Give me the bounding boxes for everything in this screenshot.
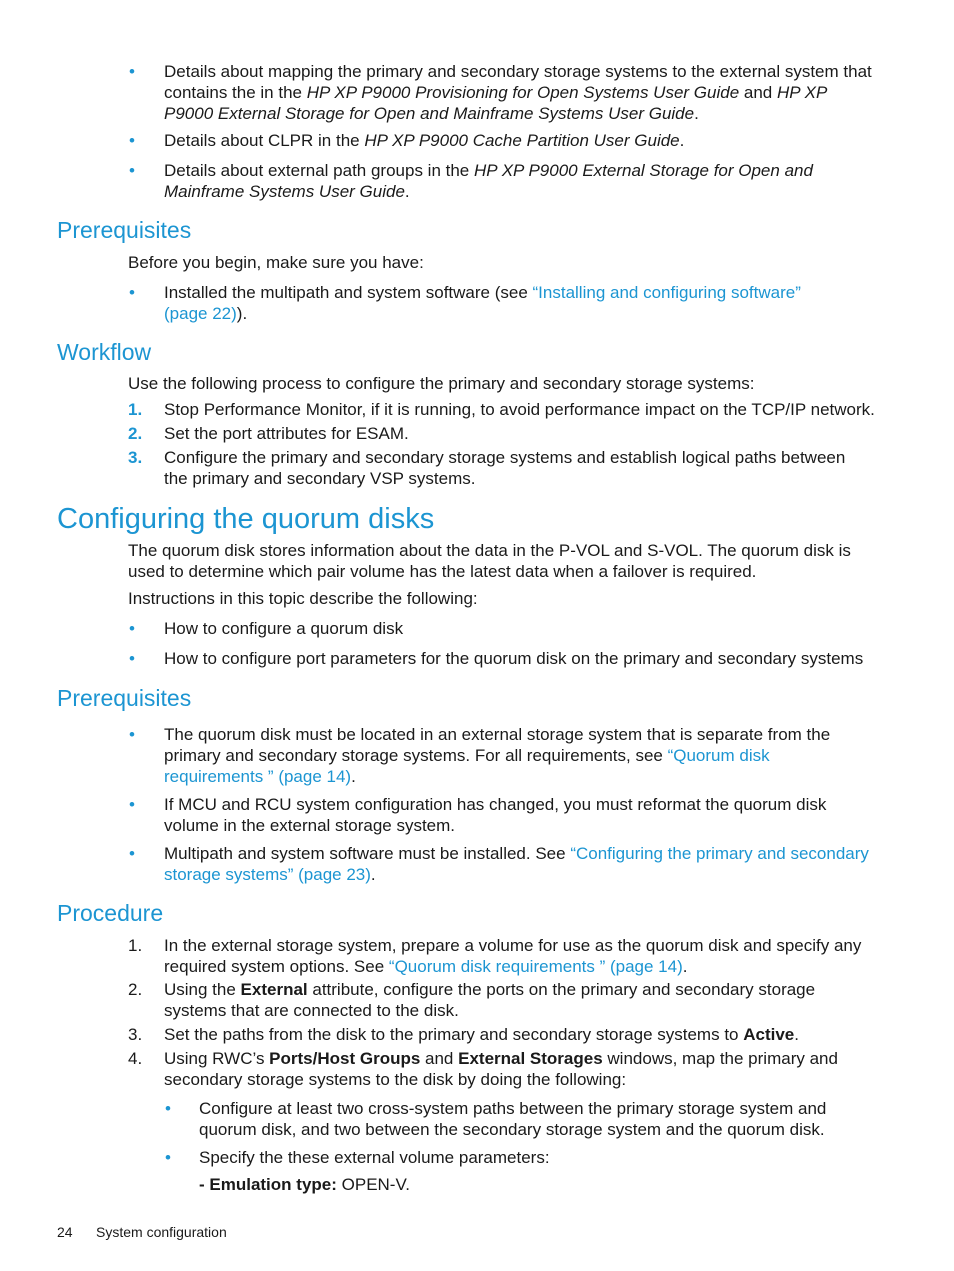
bullet-dot: • (129, 283, 135, 302)
quorum-instructions-intro: Instructions in this topic describe the following: (128, 589, 478, 608)
quorum-description: The quorum disk stores information about the data in the P-VOL and S-VOL. The quorum disk is used to determine which pair volume has the latest data when a failover is required. (128, 541, 851, 581)
bullet-clpr-details: Details about CLPR in the HP XP P9000 Cache Partition User Guide. (164, 131, 685, 150)
link-configuring-storage-systems[interactable]: “Configuring the primary and secondary storage systems” (page 23) (164, 844, 869, 884)
workflow-step: Stop Performance Monitor, if it is running, to avoid performance impact on the TCP/IP network. (164, 400, 875, 419)
workflow-step: Set the port attributes for ESAM. (164, 424, 409, 443)
bullet-dot: • (129, 725, 135, 744)
procedure-step: Set the paths from the disk to the primary and secondary storage systems to Active. (164, 1025, 799, 1044)
procedure-substep: Specify the these external volume parameters: (199, 1148, 550, 1167)
step-number: 3. (128, 1025, 143, 1044)
workflow-step: Configure the primary and secondary storage systems and establish logical paths between the primary and secondary VSP systems. (164, 448, 846, 488)
step-number: 2. (128, 424, 143, 443)
section-title-quorum: Configuring the quorum disks (57, 503, 435, 535)
bullet-dot: • (129, 844, 135, 863)
link-installing-software[interactable]: “Installing and configuring software” (page 22) (164, 283, 801, 323)
prerequisite-multipath: Multipath and system software must be installed. See “Configuring the primary and secondary storage systems” (page 23). (164, 844, 869, 884)
procedure-step: Using the External attribute, configure the ports on the primary and secondary storage systems that are connected to the disk. (164, 980, 816, 1020)
prerequisites-heading: Prerequisites (57, 685, 192, 711)
bullet-mapping-details: Details about mapping the primary and secondary storage systems to the external system that contains the in the HP XP P9000 Provisioning for Open Systems User Guide and HP XP P9000 External Storage for Open and Mainframe Systems User Guide. (164, 62, 872, 123)
bullet-dot: • (129, 649, 135, 668)
step-number: 1. (128, 400, 143, 419)
bullet-dot: • (129, 62, 135, 81)
workflow-heading: Workflow (57, 339, 152, 365)
link-quorum-disk-requirements[interactable]: “Quorum disk requirements ” (page 14) (388, 957, 683, 976)
procedure-step: In the external storage system, prepare a volume for use as the quorum disk and specify any required system options. See “Quorum disk requirements ” (page 14). (164, 936, 862, 976)
footer-section-name: System configuration (96, 1224, 227, 1240)
procedure-substep: Configure at least two cross-system paths between the primary storage system and quorum disk, and two between the secondary storage system and the quorum disk. (199, 1099, 827, 1139)
workflow-intro: Use the following process to configure the primary and secondary storage systems: (128, 374, 755, 393)
emulation-type-parameter: - Emulation type: OPEN-V. (199, 1175, 410, 1194)
prerequisites-heading: Prerequisites (57, 217, 192, 243)
step-number: 3. (128, 448, 143, 467)
bullet-dot: • (165, 1148, 171, 1167)
bullet-dot: • (129, 619, 135, 638)
step-number: 4. (128, 1049, 143, 1068)
step-number: 1. (128, 936, 143, 955)
link-quorum-disk-requirements[interactable]: “Quorum disk requirements ” (page 14) (164, 746, 770, 786)
prerequisite-reformat: If MCU and RCU system configuration has changed, you must reformat the quorum disk volume in the external storage system. (164, 795, 827, 835)
quorum-topic-item: How to configure a quorum disk (164, 619, 404, 638)
page-number: 24 (57, 1224, 73, 1240)
procedure-heading: Procedure (57, 900, 164, 926)
procedure-step: Using RWC’s Ports/Host Groups and External Storages windows, map the primary and secondary storage systems to the disk by doing the following: (164, 1049, 838, 1089)
bullet-dot: • (129, 131, 135, 150)
quorum-topic-item: How to configure port parameters for the quorum disk on the primary and secondary systems (164, 649, 864, 668)
prerequisites-intro: Before you begin, make sure you have: (128, 253, 424, 272)
bullet-path-groups-details: Details about external path groups in the HP XP P9000 External Storage for Open and Mainframe Systems User Guide. (164, 161, 813, 201)
bullet-dot: • (129, 161, 135, 180)
bullet-dot: • (129, 795, 135, 814)
step-number: 2. (128, 980, 143, 999)
prerequisite-external-storage: The quorum disk must be located in an external storage system that is separate from the primary and secondary storage systems. For all requirements, see “Quorum disk requirements ” (page 14). (164, 725, 831, 786)
bullet-dot: • (165, 1099, 171, 1118)
prerequisites-item-software: Installed the multipath and system software (see “Installing and configuring software” (page 22)). (164, 283, 801, 323)
